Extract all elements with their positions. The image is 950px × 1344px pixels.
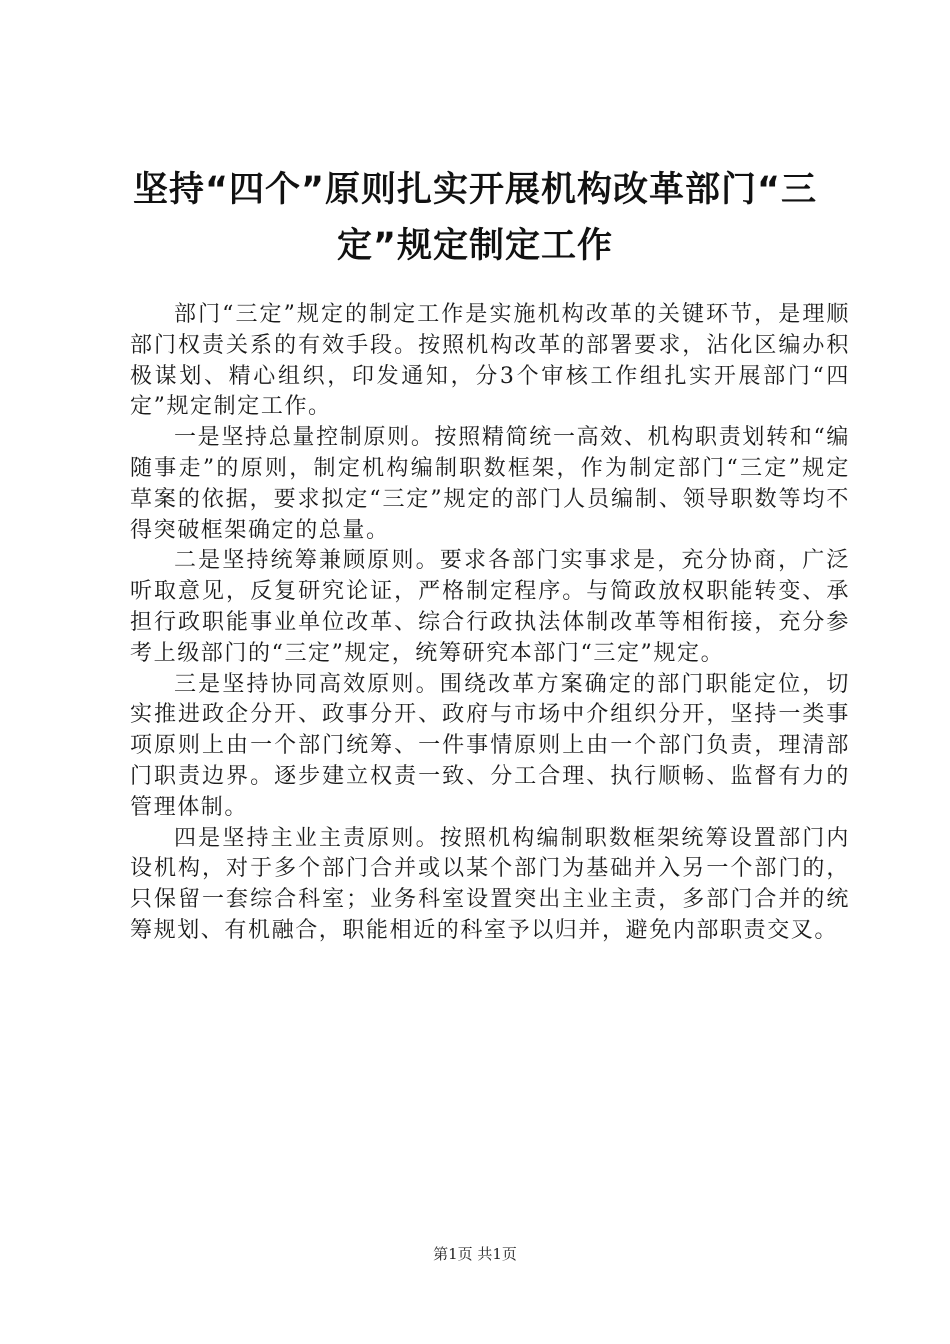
paragraph-principle-2: 二是坚持统筹兼顾原则。要求各部门实事求是，充分协商，广泛听取意见，反复研究论证，严格制定程序。与简政放权职能转变、承担行政职能事业单位改革、综合行政执法体制改革等相衔接，充分参考上级部门的“三定”规定，统筹研究本部门“三定”规定。 bbox=[130, 548, 850, 666]
page-number-footer: 第1页 共1页 bbox=[433, 1245, 517, 1263]
paragraph-intro: 部门“三定”规定的制定工作是实施机构改革的关键环节，是理顺部门权责关系的有效手段。按照机构改革的部署要求，沾化区编办积极谋划、精心组织，印发通知，分3个审核工作组扎实开展部门“四定”规定制定工作。 bbox=[130, 302, 850, 420]
document-title: 坚持“四个”原则扎实开展机构改革部门“三定”规定制定工作 bbox=[132, 170, 817, 266]
document-body bbox=[130, 300, 850, 947]
paragraph-principle-3: 三是坚持协同高效原则。围绕改革方案确定的部门职能定位，切实推进政企分开、政事分开、政府与市场中介组织分开，坚持一类事项原则上由一个部门统筹、一件事情原则上由一个部门负责，理清部门职责边界。逐步建立权责一致、分工合理、执行顺畅、监督有力的管理体制。 bbox=[130, 671, 850, 820]
paragraph-principle-1: 一是坚持总量控制原则。按照精简统一高效、机构职责划转和“编随事走”的原则，制定机构编制职数框架，作为制定部门“三定”规定草案的依据，要求拟定“三定”规定的部门人员编制、领导职数等均不得突破框架确定的总量。 bbox=[130, 425, 850, 543]
paragraph-principle-4: 四是坚持主业主责原则。按照机构编制职数框架统筹设置部门内设机构，对于多个部门合并或以某个部门为基础并入另一个部门的，只保留一套综合科室；业务科室设置突出主业主责，多部门合并的统筹规划、有机融合，职能相近的科室予以归并，避免内部职责交叉。 bbox=[130, 825, 850, 943]
